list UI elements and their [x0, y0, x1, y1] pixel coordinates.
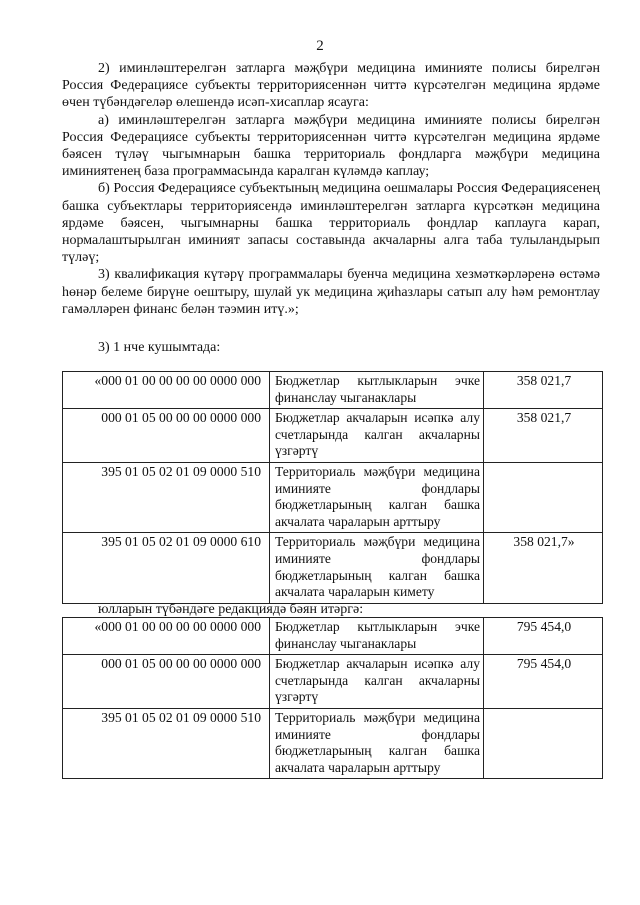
table-row [63, 462, 603, 532]
budget-description: Бюджетлар акчаларын исәпкә алу счетларында калган акчаларны үзгәртү [270, 655, 484, 709]
paragraph-2a: а) иминләштерелгән затларга мәҗбүри медицина иминияте полисы бирелгән Россия Федерациясе субъекты территориясеннән читтә күрсәтелгән медицина ярдәме бәясен түләү чыгымнарын башка территориаль фондларга мәҗбүри медицина иминиятенең база программасында каралган күләмдә каплау; [62, 112, 600, 180]
budget-amount: 358 021,7 [484, 409, 603, 463]
budget-description: Территориаль мәҗбүри медицина иминияте фондлары бюджетларының калган башка акчалата чараларын арттыру [270, 462, 484, 532]
budget-code: 395 01 05 02 01 09 0000 510 [63, 708, 270, 778]
budget-amount: 795 454,0 [484, 618, 603, 655]
budget-amount [484, 462, 603, 532]
table-before [62, 371, 603, 604]
body-text [62, 60, 600, 318]
table-row [63, 618, 603, 655]
table-row [63, 409, 603, 463]
paragraph-3: 3) квалификация күтәрү программалары буенча медицина хезмәткәрләренә өстәмә һөнәр белеме бирүне оештыру, шулай ук медицина җиһазлары сатып алу һәм ремонтлау гамәлләрен финанс белән тәэмин итү.»; [62, 267, 600, 317]
budget-amount: 358 021,7 [484, 372, 603, 409]
budget-code: «000 01 00 00 00 00 0000 000 [63, 372, 270, 409]
budget-description: Бюджетлар акчаларын исәпкә алу счетларында калган акчаларны үзгәртү [270, 409, 484, 463]
budget-code: 000 01 05 00 00 00 0000 000 [63, 409, 270, 463]
budget-amount: 795 454,0 [484, 655, 603, 709]
table-after [62, 617, 603, 779]
budget-description: Территориаль мәҗбүри медицина иминияте фондлары бюджетларының калган башка акчалата чараларын кимету [270, 533, 484, 603]
budget-code: «000 01 00 00 00 00 0000 000 [63, 618, 270, 655]
table-row [63, 708, 603, 778]
table-row [63, 655, 603, 709]
paragraph-2: 2) иминләштерелгән затларга мәҗбүри медицина иминияте полисы бирелгән Россия Федерациясе субъекты территориясеннән читтә күрсәтелгән медицина ярдәме өчен түбәндәгеләр өлешендә исәп-хисаплар ясауга: [62, 61, 600, 111]
table-row [63, 533, 603, 603]
paragraph-2b: б) Россия Федерациясе субъектының медицина оешмалары Россия Федерациясенең башка субъектлары территориясендә иминләштерелгән затларга күрсәткән медицина ярдәме бәясен, чыгымнарны башка территориаль фондлар каплауга карап, нормалаштырылган иминият запасы составында акчаларны алга таба тулыландырып түләү; [62, 181, 600, 266]
appendix-intro: 3) 1 нче кушымтада: [98, 340, 221, 355]
budget-code: 395 01 05 02 01 09 0000 610 [63, 533, 270, 603]
table-row [63, 372, 603, 409]
page-number: 2 [316, 38, 324, 54]
budget-description: Территориаль мәҗбүри медицина иминияте фондлары бюджетларының калган башка акчалата чараларын арттыру [270, 708, 484, 778]
replacement-intro: юлларын түбәндәге редакциядә бәян итәргә: [98, 602, 364, 617]
budget-amount: 358 021,7» [484, 533, 603, 603]
budget-code: 395 01 05 02 01 09 0000 510 [63, 462, 270, 532]
budget-amount [484, 708, 603, 778]
budget-description: Бюджетлар кытлыкларын эчке финанслау чыганаклары [270, 372, 484, 409]
budget-description: Бюджетлар кытлыкларын эчке финанслау чыганаклары [270, 618, 484, 655]
budget-code: 000 01 05 00 00 00 0000 000 [63, 655, 270, 709]
